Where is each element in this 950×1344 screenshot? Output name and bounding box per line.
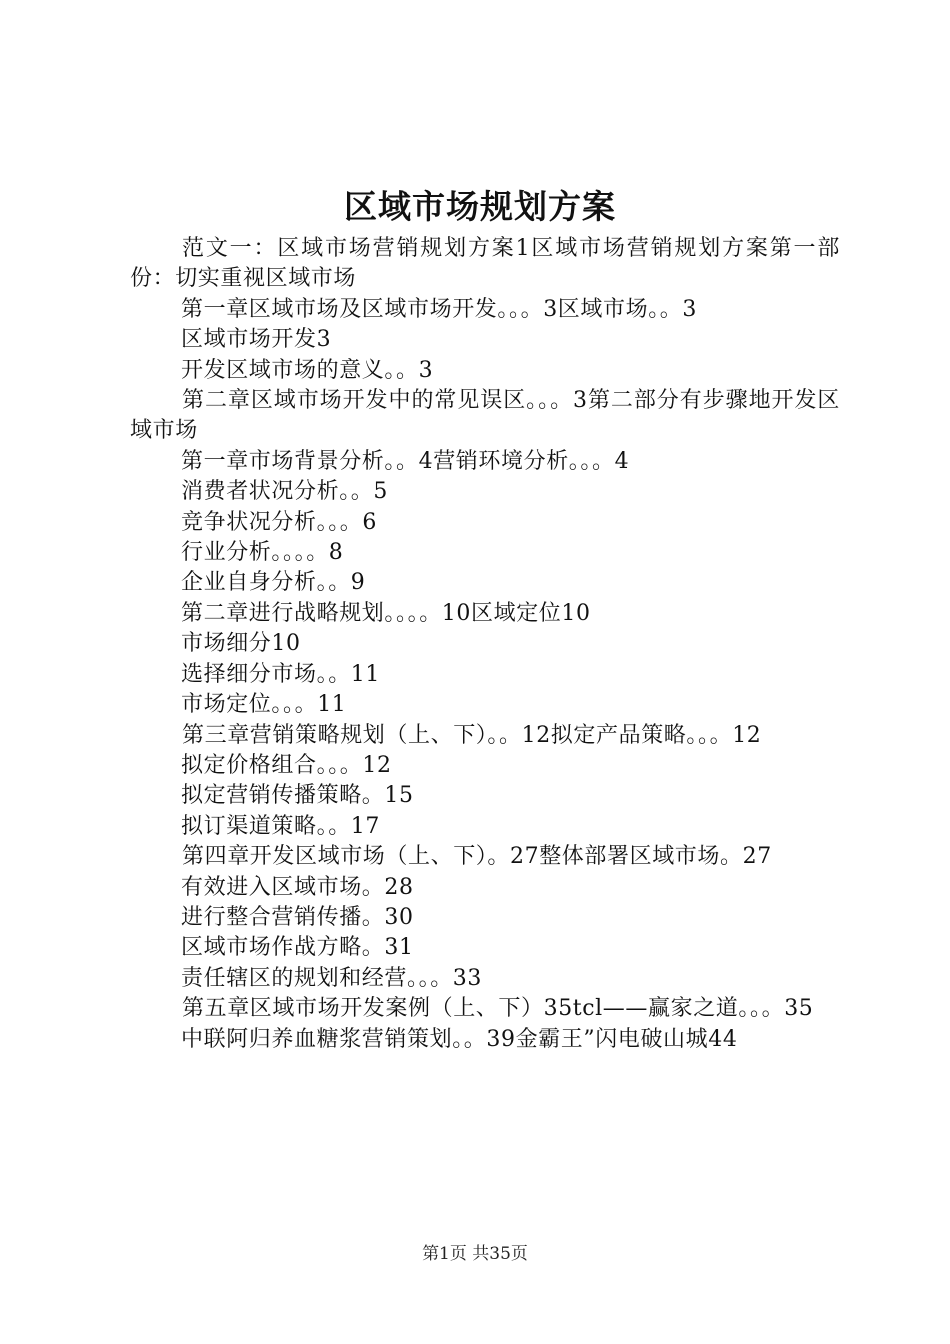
toc-line: 中联阿归养血糖浆营销策划。。39金霸王”闪电破山城44 (181, 1026, 738, 1052)
intro-paragraph: 范文一：区域市场营销规划方案1区域市场营销规划方案第一部份：切实重视区域市场 (130, 236, 840, 292)
toc-line: 进行整合营销传播。30 (181, 904, 414, 930)
toc-line: 第五章区域市场开发案例（上、下）35tcl——赢家之道。。。35 (182, 996, 814, 1022)
toc-line: 市场定位。。。11 (181, 692, 347, 718)
document-title: 区域市场规划方案 (344, 187, 616, 226)
toc-line: 开发区域市场的意义。。3 (181, 357, 434, 383)
toc-line: 行业分析。。。。8 (181, 540, 344, 566)
toc-line: 区域市场开发3 (181, 327, 332, 353)
toc-line: 第三章营销策略规划（上、下）。。12拟定产品策略。。。12 (182, 722, 762, 748)
page-footer: 第1页 共35页 (422, 1244, 528, 1264)
toc-line: 企业自身分析。。9 (181, 570, 366, 596)
toc-line: 拟定营销传播策略。15 (181, 783, 414, 809)
document-body (130, 234, 840, 1055)
toc-line: 竞争状况分析。。。6 (181, 509, 377, 535)
toc-line: 区域市场作战方略。31 (181, 935, 414, 961)
toc-line: 第一章市场背景分析。。4营销环境分析。。。4 (181, 448, 630, 474)
toc-line: 选择细分市场。。11 (181, 661, 380, 687)
toc-line: 第二章区域市场开发中的常见误区。。。3第二部分有步骤地开发区域市场 (130, 388, 840, 444)
toc-line: 拟订渠道策略。。17 (181, 813, 380, 839)
toc-line: 责任辖区的规划和经营。。。33 (181, 965, 482, 991)
toc-line: 有效进入区域市场。28 (181, 874, 414, 900)
toc-line: 第一章区域市场及区域市场开发。。。3区域市场。。3 (181, 296, 697, 322)
toc-line: 第二章进行战略规划。。。。10区域定位10 (181, 600, 591, 626)
toc-line: 拟定价格组合。。。12 (181, 752, 392, 778)
toc-line: 市场细分10 (181, 631, 301, 657)
toc-line: 消费者状况分析。。5 (181, 479, 388, 505)
toc-line: 第四章开发区域市场（上、下）。27整体部署区域市场。27 (182, 844, 772, 870)
